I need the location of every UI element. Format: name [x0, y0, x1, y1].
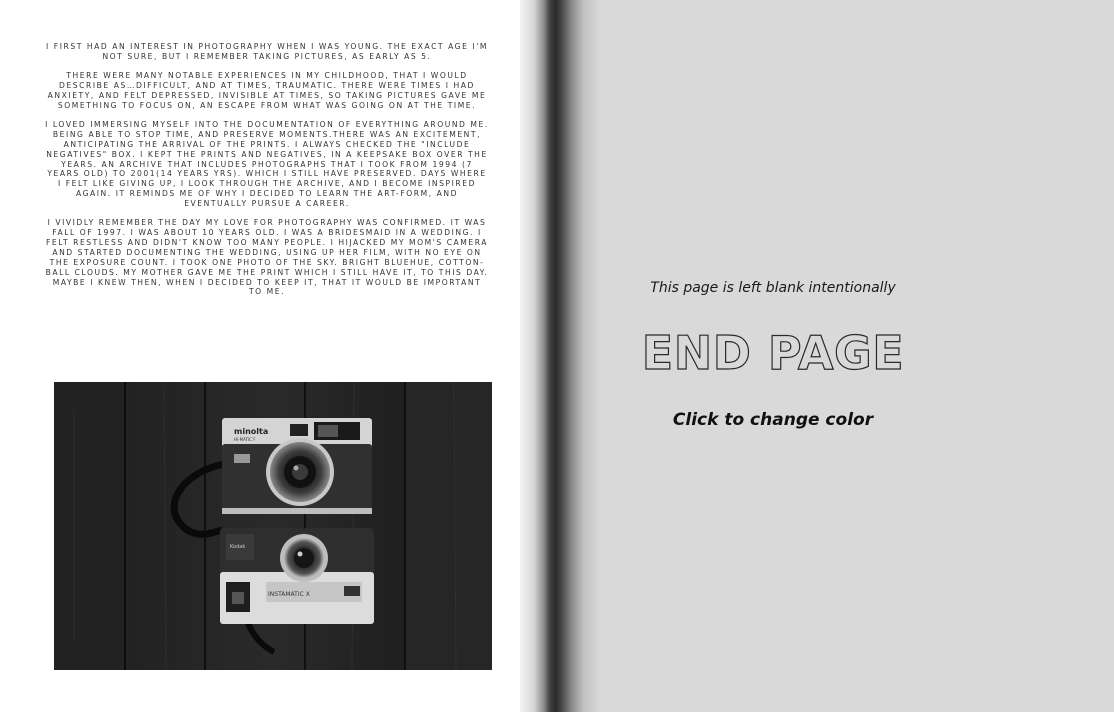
paragraph-3: I LOVED IMMERSING MYSELF INTO THE DOCUMENTATION OF EVERYTHING AROUND ME. BEING ABLE TO STOP TIME, AND PRESERVE MOMENTS.THERE WAS AN EXCITEMENT, ANTICIPATING THE ARRIVAL OF THE PRINTS. I ALWAYS CHECKED THE "INCLUDE NEGATIVES" BOX. I KEPT THE PRINTS AND NEGATIVES, IN A KEEPSAKE BOX OVER THE YEARS. AN ARCHIVE THAT INCLUDES PHOTOGRAPHS THAT I TOOK FROM 1994 (7 YEARS OLD) TO 2001(14 YEARS YRS). WHICH I STILL HAVE PRESERVED. DAYS WHERE I FELT LIKE GIVING UP, I LOOK THROUGH THE ARCHIVE, AND I BECOME INSPIRED AGAIN. IT REMINDS ME OF WHY I DECIDED TO LEARN THE ART-FORM, AND EVENTUALLY PURSUE A CAREER. [45, 120, 489, 208]
minolta-brand-label: minolta [234, 427, 269, 436]
paragraph-1: I FIRST HAD AN INTEREST IN PHOTOGRAPHY WHEN I WAS YOUNG. THE EXACT AGE I'M NOT SURE, BUT I REMEMBER TAKING PICTURES, AS EARLY AS 5. [46, 42, 488, 61]
camera-photo-image [54, 382, 492, 670]
right-page [600, 0, 1114, 712]
left-page [0, 0, 520, 712]
minolta-model-label: HI-MATIC F [234, 437, 256, 442]
kodak-model-label: INSTAMATIC X [268, 591, 310, 598]
end-page-title: END PAGE [641, 326, 905, 380]
kodak-brand-label: Kodak [230, 544, 246, 550]
blank-page-note: This page is left blank intentionally [650, 280, 896, 296]
camera-photo [54, 382, 492, 670]
paragraph-4: I VIVIDLY REMEMBER THE DAY MY LOVE FOR PHOTOGRAPHY WAS CONFIRMED. IT WAS FALL OF 1997. I WAS ABOUT 10 YEARS OLD. I WAS A BRIDESMAID IN A WEDDING. I FELT RESTLESS AND DIDN'T KNOW TOO MANY PEOPLE. I HIJACKED MY MOM'S CAMERA AND STARTED DOCUMENTING THE WEDDING, USING UP HER FILM, WITH NO EYE ON THE EXPOSURE COUNT. I TOOK ONE PHOTO OF THE SKY. BRIGHT BLUEHUE, COTTON-BALL CLOUDS. MY MOTHER GAVE ME THE PRINT WHICH I STILL HAVE IT, TO THIS DAY. MAYBE I KNEW THEN, WHEN I DECIDED TO KEEP IT, THAT IT WOULD BE IMPORTANT TO ME. [45, 218, 489, 297]
story-text [45, 42, 489, 307]
change-color-button[interactable]: Click to change color [672, 410, 874, 430]
book-gutter [520, 0, 600, 712]
paragraph-2: THERE WERE MANY NOTABLE EXPERIENCES IN MY CHILDHOOD, THAT I WOULD DESCRIBE AS…DIFFICULT, AND AT TIMES, TRAUMATIC. THERE WERE TIMES I HAD ANXIETY, AND FELT DEPRESSED, INVISIBLE AT TIMES, SO TAKING PICTURES GAVE ME SOMETHING TO FOCUS ON, AN ESCAPE FROM WHAT WAS GOING ON AT THE TIME. [47, 71, 487, 110]
